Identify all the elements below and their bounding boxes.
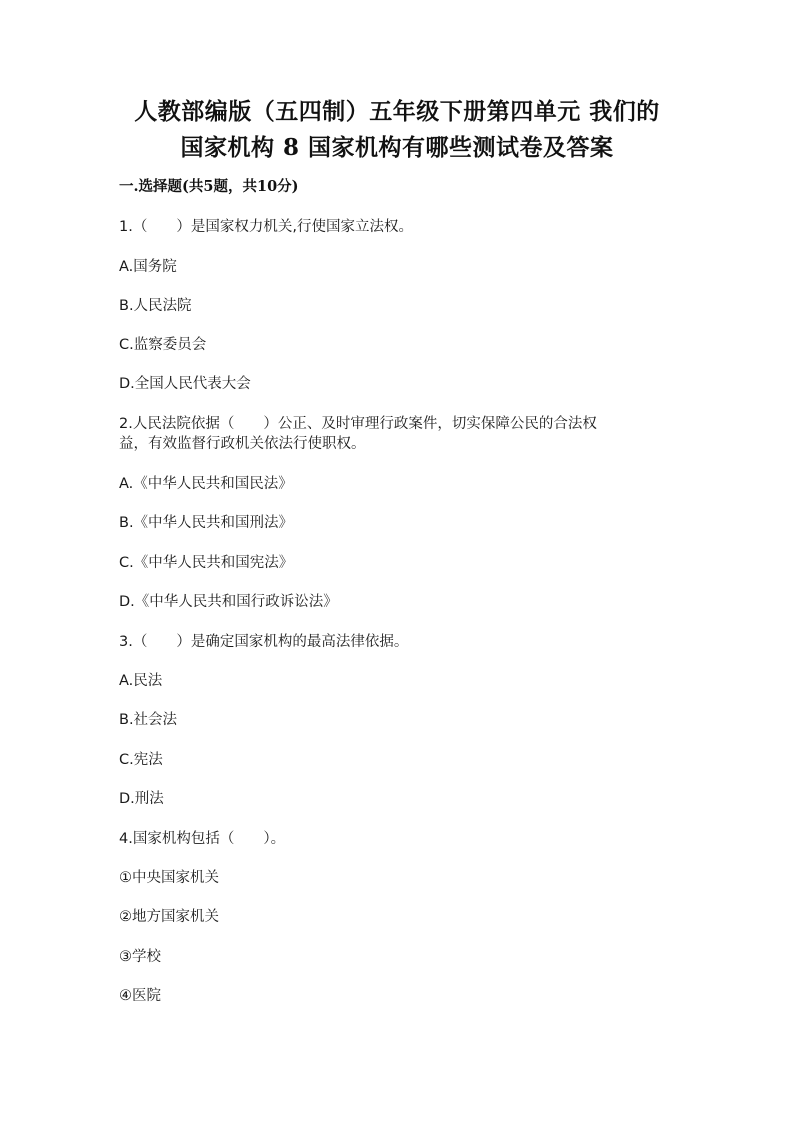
question-2-option-c: C.《中华人民共和国宪法》 (119, 555, 294, 571)
question-2-stem-line-2: 益，有效监督行政机关依法行使职权。 (119, 436, 366, 452)
question-1-option-b: B.人民法院 (119, 298, 192, 314)
question-1-option-a: A.国务院 (119, 259, 177, 275)
question-4-stem: 4.国家机构包括（ ）。 (119, 831, 286, 847)
question-2-option-a: A.《中华人民共和国民法》 (119, 476, 293, 492)
question-3-stem: 3.（ ）是确定国家机构的最高法律依据。 (119, 634, 409, 650)
document-title (90, 94, 704, 166)
question-4-item-4: ④医院 (119, 988, 161, 1004)
question-1-stem: 1.（ ）是国家权力机关,行使国家立法权。 (119, 219, 413, 235)
question-3-option-b: B.社会法 (119, 712, 178, 728)
question-2-stem-line-1: 2.人民法院依据（ ）公正、及时审理行政案件，切实保障公民的合法权 (119, 416, 597, 432)
question-4-item-1: ①中央国家机关 (119, 870, 219, 886)
question-2-option-d: D.《中华人民共和国行政诉讼法》 (119, 594, 338, 610)
question-3-option-c: C.宪法 (119, 752, 163, 768)
title-line-1: 人教部编版（五四制）五年级下册第四单元 我们的 (134, 98, 660, 125)
section-heading: 一.选择题(共5题，共10分) (119, 178, 299, 195)
question-3-option-a: A.民法 (119, 673, 163, 689)
title-line-2: 国家机构 8 国家机构有哪些测试卷及答案 (180, 134, 614, 161)
question-4-item-3: ③学校 (119, 949, 161, 965)
question-1-option-d: D.全国人民代表大会 (119, 376, 251, 392)
question-2-option-b: B.《中华人民共和国刑法》 (119, 515, 294, 531)
question-1-option-c: C.监察委员会 (119, 337, 207, 353)
question-4-item-2: ②地方国家机关 (119, 909, 219, 925)
question-3-option-d: D.刑法 (119, 791, 164, 807)
